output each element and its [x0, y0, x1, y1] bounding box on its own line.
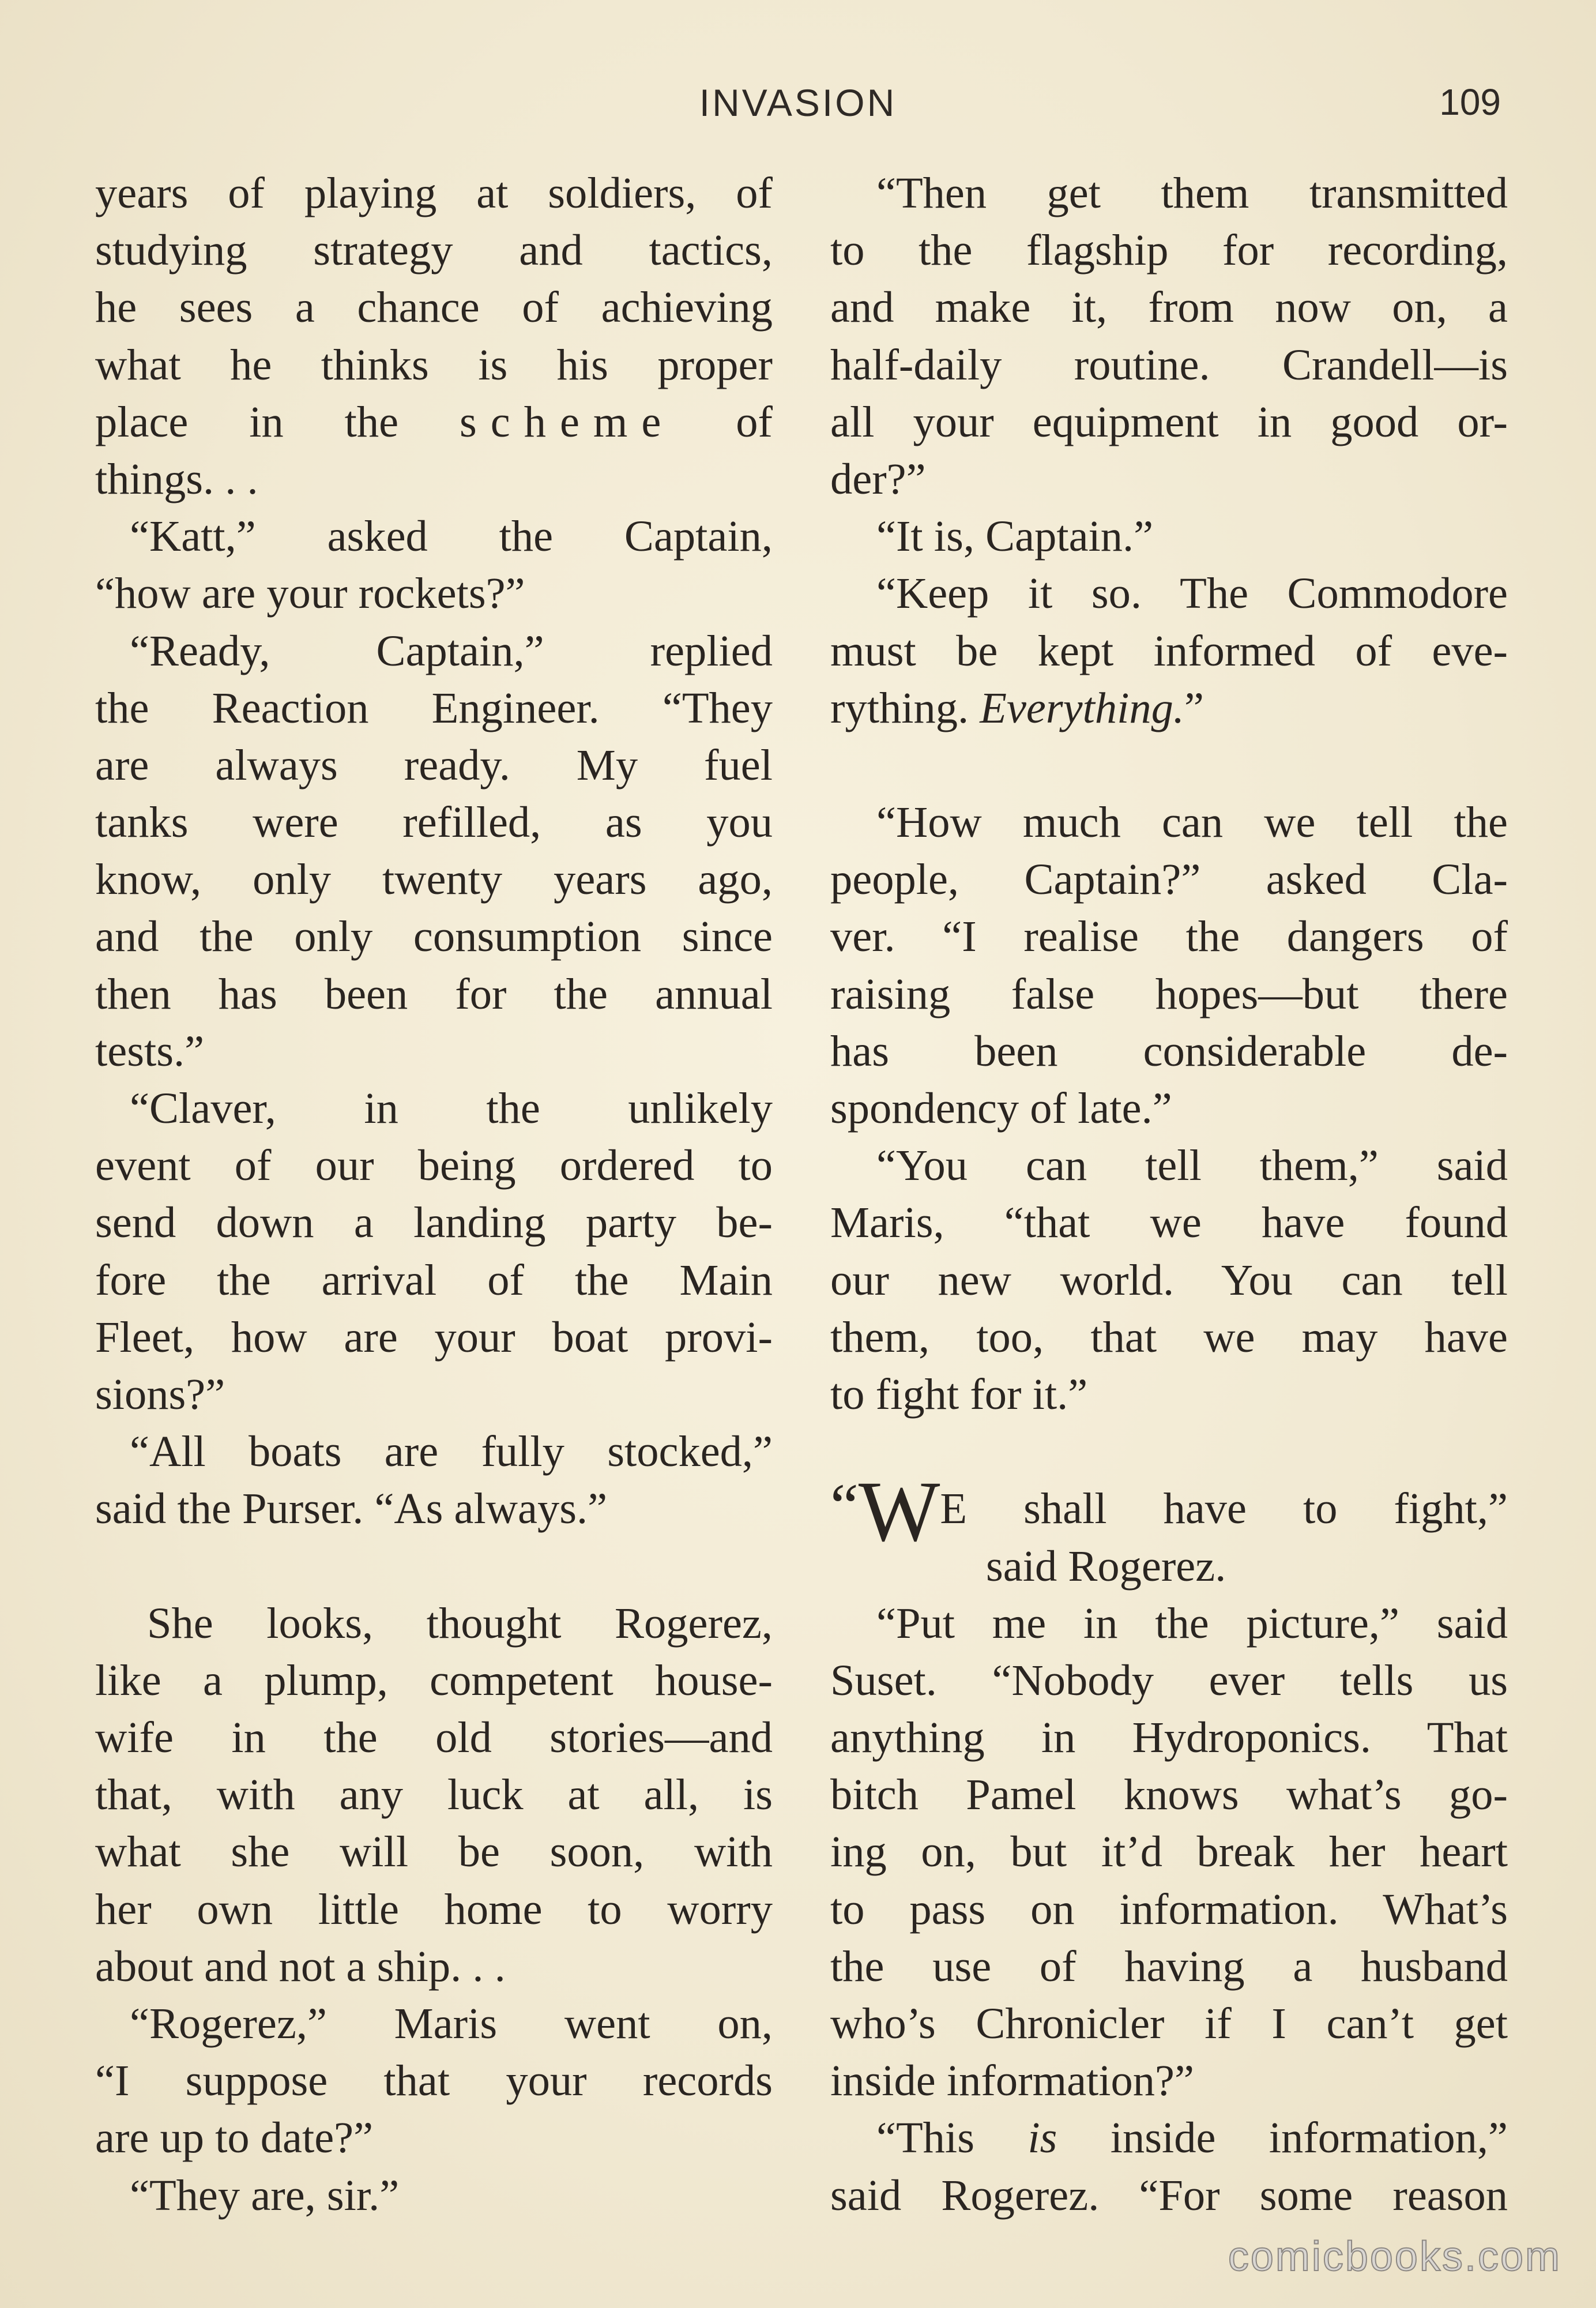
text-line: are up to date?”: [95, 2113, 374, 2163]
text-line: [830, 679, 1508, 736]
text-line: “Rogerez,” Maris went on,: [130, 1999, 773, 2048]
text-line: “how are your rockets?”: [95, 569, 525, 618]
text-line: send down a landing party be-: [95, 1198, 773, 1247]
text-line: what she will be soon, with: [95, 1827, 773, 1877]
right-text-column: [830, 164, 1508, 2224]
text-line: “They are, sir.”: [130, 2170, 400, 2220]
text-line: spondency of late.”: [830, 1084, 1172, 1133]
text-line: the use of having a husband: [830, 1941, 1508, 1991]
text-line: her own little home to worry: [95, 1884, 773, 1934]
text-line: half-daily routine. Crandell—is: [830, 340, 1508, 389]
text-line: years of playing at soldiers, of: [95, 168, 773, 217]
text-line: “Put me in the picture,” said: [876, 1598, 1508, 1648]
text-line: “Katt,” asked the Captain,: [130, 512, 773, 561]
text-line: are always ready. My fuel: [95, 740, 773, 790]
text-line: Suset. “Nobody ever tells us: [830, 1655, 1508, 1705]
text-fragment: ”: [1184, 683, 1204, 732]
text-line: “Keep it so. The Commodore: [876, 569, 1508, 618]
text-line: “All boats are fully stocked,”: [130, 1427, 773, 1476]
text-line: [830, 2109, 1508, 2166]
page-number: 109: [1439, 81, 1501, 123]
text-line: fore the arrival of the Main: [95, 1255, 773, 1305]
text-line: know, only twenty years ago,: [95, 855, 773, 904]
emphasis-word: Everything.: [980, 683, 1184, 732]
text-line: must be kept informed of eve-: [830, 626, 1508, 675]
text-line: ver. “I realise the dangers of: [830, 912, 1508, 961]
text-line: then has been for the annual: [95, 969, 773, 1018]
running-title: INVASION: [699, 81, 897, 124]
text-line: people, Captain?” asked Cla-: [830, 855, 1508, 904]
text-line: studying strategy and tactics,: [95, 225, 773, 275]
text-line: Maris, “that we have found: [830, 1198, 1508, 1247]
text-line: he sees a chance of achieving: [95, 283, 773, 332]
text-fragment: rything.: [830, 683, 969, 732]
text-line: inside information?”: [830, 2056, 1194, 2106]
text-line: that, with any luck at all, is: [95, 1770, 773, 1820]
left-text-column: [95, 164, 773, 2224]
watermark: comicbooks.com: [1228, 2234, 1561, 2280]
text-line: raising false hopes—but there: [830, 969, 1508, 1018]
text-line: “I suppose that your records: [95, 2056, 773, 2106]
text-line: She looks, thought Rogerez,: [147, 1598, 773, 1648]
text-line: “You can tell them,” said: [876, 1141, 1508, 1190]
section-gap: [95, 1538, 773, 1595]
text-line: anything in Hydroponics. That: [830, 1713, 1508, 1762]
text-line: the Reaction Engineer. “They: [95, 683, 773, 732]
text-fragment: place in the: [95, 397, 399, 446]
text-line: has been considerable de-: [830, 1026, 1508, 1076]
text-line: and the only consumption since: [95, 912, 773, 961]
text-line: “Claver, in the unlikely: [130, 1084, 773, 1133]
text-line: about and not a ship. . .: [95, 1941, 506, 1991]
text-line: [95, 393, 773, 450]
text-line: all your equipment in good or-: [830, 397, 1508, 446]
text-fragment: E shall have to fight,”: [940, 1484, 1508, 1533]
text-line: who’s Chronicler if I can’t get: [830, 1999, 1508, 2048]
text-line: our new world. You can tell: [830, 1255, 1508, 1305]
text-line: [830, 1464, 1508, 1560]
text-line: what he thinks is his proper: [95, 340, 773, 389]
text-line: like a plump, competent house-: [95, 1655, 773, 1705]
text-line: “Ready, Captain,” replied: [130, 626, 773, 675]
letterspaced-word: scheme: [460, 397, 675, 446]
section-gap: [830, 736, 1508, 794]
text-line: “It is, Captain.”: [876, 512, 1154, 561]
text-line: “Then get them transmitted: [876, 168, 1508, 217]
text-line: ing on, but it’d break her heart: [830, 1827, 1508, 1877]
text-line: said Rogerez. “For some reason: [830, 2170, 1508, 2220]
text-fragment: inside information,”: [1110, 2113, 1508, 2163]
text-line: tanks were refilled, as you: [95, 798, 773, 847]
text-line: der?”: [830, 454, 926, 503]
text-line: “How much can we tell the: [876, 798, 1508, 847]
text-line: bitch Pamel knows what’s go-: [830, 1770, 1508, 1820]
emphasis-word: is: [1027, 2113, 1057, 2163]
page-header: [0, 81, 1596, 144]
text-line: wife in the old stories—and: [95, 1713, 773, 1762]
text-line: to the flagship for recording,: [830, 225, 1508, 275]
text-line: sions?”: [95, 1369, 225, 1419]
text-line: tests.”: [95, 1026, 205, 1076]
text-line: things. . .: [95, 454, 258, 503]
text-fragment: of: [736, 397, 773, 446]
text-line: to pass on information. What’s: [830, 1884, 1508, 1934]
dropcap-letter: W: [858, 1464, 940, 1560]
text-line: event of our being ordered to: [95, 1141, 773, 1190]
text-line: and make it, from now on, a: [830, 283, 1508, 332]
text-line: Fleet, how are your boat provi-: [95, 1312, 773, 1362]
text-fragment: “This: [876, 2113, 974, 2163]
text-line: said the Purser. “As always.”: [95, 1484, 608, 1533]
text-line: to fight for it.”: [830, 1369, 1088, 1419]
text-line: said Rogerez.: [986, 1541, 1226, 1591]
dropcap-quote: “: [830, 1471, 859, 1542]
text-line: them, too, that we may have: [830, 1312, 1508, 1362]
